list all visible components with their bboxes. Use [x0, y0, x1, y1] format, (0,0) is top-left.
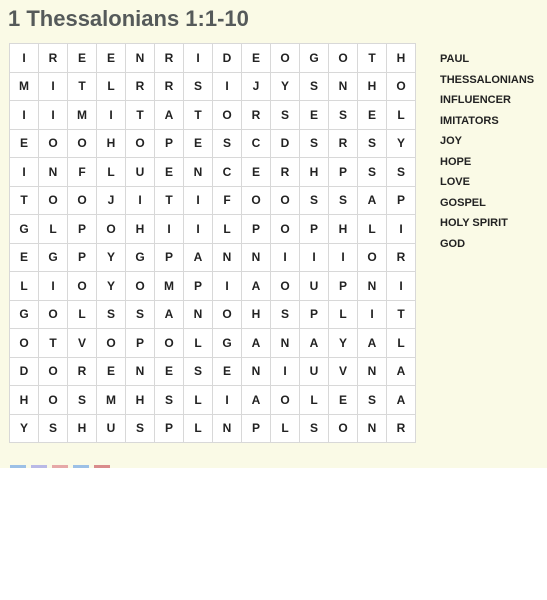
grid-cell[interactable]: I — [39, 272, 68, 301]
grid-cell[interactable]: P — [329, 158, 358, 187]
grid-cell[interactable]: A — [155, 300, 184, 329]
grid-cell[interactable]: P — [155, 414, 184, 443]
grid-cell[interactable]: U — [126, 158, 155, 187]
grid-row — [10, 243, 416, 272]
grid-cell[interactable]: O — [271, 272, 300, 301]
grid-cell[interactable]: O — [358, 243, 387, 272]
grid-cell[interactable]: O — [242, 186, 271, 215]
grid-cell[interactable]: Y — [271, 72, 300, 101]
color-swatch[interactable] — [52, 465, 68, 468]
grid-cell[interactable]: P — [387, 186, 416, 215]
grid-cell[interactable]: I — [39, 101, 68, 130]
grid-cell[interactable]: R — [387, 414, 416, 443]
grid-cell[interactable]: M — [68, 101, 97, 130]
grid-cell[interactable]: H — [242, 300, 271, 329]
grid-cell[interactable]: E — [97, 44, 126, 73]
grid-cell[interactable]: O — [126, 129, 155, 158]
grid-cell[interactable]: R — [155, 44, 184, 73]
grid-cell[interactable]: A — [184, 243, 213, 272]
word-list-item: PAUL — [440, 53, 470, 65]
grid-cell[interactable]: I — [329, 243, 358, 272]
grid-cell[interactable]: P — [68, 243, 97, 272]
grid-cell[interactable]: E — [329, 386, 358, 415]
grid-row — [10, 272, 416, 301]
grid-row — [10, 129, 416, 158]
grid-cell[interactable]: V — [329, 357, 358, 386]
grid-cell[interactable]: A — [358, 186, 387, 215]
grid-cell[interactable]: I — [213, 72, 242, 101]
grid-cell[interactable]: N — [184, 300, 213, 329]
grid-row — [10, 72, 416, 101]
grid-cell[interactable]: R — [155, 72, 184, 101]
grid-cell[interactable]: S — [329, 186, 358, 215]
word-list-item: HOPE — [440, 155, 472, 168]
grid-cell[interactable]: N — [126, 44, 155, 73]
grid-cell[interactable]: O — [97, 215, 126, 244]
grid-cell[interactable]: S — [155, 386, 184, 415]
grid-cell[interactable]: S — [300, 414, 329, 443]
grid-cell[interactable]: N — [242, 243, 271, 272]
word-list-item: GOSPEL — [440, 196, 486, 209]
grid-cell[interactable]: J — [242, 72, 271, 101]
grid-cell[interactable]: N — [39, 158, 68, 187]
grid-cell[interactable]: O — [39, 129, 68, 158]
grid-cell[interactable]: G — [10, 300, 39, 329]
grid-cell[interactable]: L — [329, 300, 358, 329]
grid-cell[interactable]: D — [271, 129, 300, 158]
grid-cell[interactable]: A — [387, 357, 416, 386]
word-list-item: THESSALONIANS — [440, 73, 535, 86]
grid-cell[interactable]: S — [358, 386, 387, 415]
grid-cell[interactable]: L — [184, 386, 213, 415]
grid-cell[interactable]: S — [271, 300, 300, 329]
grid-cell[interactable]: H — [10, 386, 39, 415]
grid-cell[interactable]: I — [387, 272, 416, 301]
grid-cell[interactable]: P — [184, 272, 213, 301]
grid-cell[interactable]: C — [213, 158, 242, 187]
grid-cell[interactable]: S — [126, 300, 155, 329]
grid-cell[interactable]: H — [97, 129, 126, 158]
grid-cell[interactable]: O — [271, 386, 300, 415]
grid-cell[interactable]: O — [329, 44, 358, 73]
grid-cell[interactable]: I — [184, 215, 213, 244]
grid-cell[interactable]: G — [126, 243, 155, 272]
grid-cell[interactable]: R — [126, 72, 155, 101]
grid-row — [10, 44, 416, 73]
grid-cell[interactable]: I — [271, 243, 300, 272]
grid-cell[interactable]: C — [242, 129, 271, 158]
grid-cell[interactable]: P — [155, 129, 184, 158]
grid-cell[interactable]: P — [126, 329, 155, 358]
grid-cell[interactable]: A — [387, 386, 416, 415]
grid-cell[interactable]: E — [68, 44, 97, 73]
grid-cell[interactable]: N — [184, 158, 213, 187]
grid-cell[interactable]: H — [300, 158, 329, 187]
grid-cell[interactable]: T — [39, 329, 68, 358]
grid-cell[interactable]: I — [10, 101, 39, 130]
grid-cell[interactable]: P — [242, 215, 271, 244]
grid-cell[interactable]: I — [10, 158, 39, 187]
grid-cell[interactable]: U — [300, 272, 329, 301]
grid-row — [10, 101, 416, 130]
grid-cell[interactable]: N — [358, 272, 387, 301]
grid-cell[interactable]: O — [97, 329, 126, 358]
grid-cell[interactable]: O — [271, 186, 300, 215]
grid-cell[interactable]: H — [329, 215, 358, 244]
grid-cell[interactable]: A — [155, 101, 184, 130]
grid-cell[interactable]: P — [242, 414, 271, 443]
grid-cell[interactable]: O — [68, 186, 97, 215]
color-swatch[interactable] — [31, 465, 47, 468]
grid-cell[interactable]: L — [10, 272, 39, 301]
grid-cell[interactable]: J — [97, 186, 126, 215]
grid-cell[interactable]: L — [213, 215, 242, 244]
grid-cell[interactable]: I — [184, 186, 213, 215]
grid-cell[interactable]: R — [39, 44, 68, 73]
grid-cell[interactable]: L — [184, 414, 213, 443]
grid-cell[interactable]: P — [155, 243, 184, 272]
grid-cell[interactable]: N — [329, 72, 358, 101]
grid-cell[interactable]: L — [68, 300, 97, 329]
grid-cell[interactable]: S — [271, 101, 300, 130]
grid-row — [10, 300, 416, 329]
grid-cell[interactable]: O — [10, 329, 39, 358]
color-swatch[interactable] — [94, 465, 110, 468]
grid-cell[interactable]: O — [39, 186, 68, 215]
grid-cell[interactable]: O — [126, 272, 155, 301]
grid-cell[interactable]: N — [271, 329, 300, 358]
grid-row — [10, 414, 416, 443]
grid-cell[interactable]: L — [387, 329, 416, 358]
grid-cell[interactable]: I — [358, 300, 387, 329]
grid-cell[interactable]: E — [300, 101, 329, 130]
grid-cell[interactable]: O — [271, 44, 300, 73]
grid-row — [10, 186, 416, 215]
grid-cell[interactable]: S — [39, 414, 68, 443]
grid-cell[interactable]: E — [10, 243, 39, 272]
grid-cell[interactable]: F — [213, 186, 242, 215]
grid-cell[interactable]: A — [242, 272, 271, 301]
grid-cell[interactable]: Y — [97, 243, 126, 272]
grid-cell[interactable]: S — [126, 414, 155, 443]
color-swatch[interactable] — [73, 465, 89, 468]
grid-cell[interactable]: O — [213, 300, 242, 329]
grid-cell[interactable]: G — [39, 243, 68, 272]
grid-cell[interactable]: I — [10, 44, 39, 73]
grid-cell[interactable]: R — [68, 357, 97, 386]
grid-cell[interactable]: R — [387, 243, 416, 272]
color-swatches — [10, 465, 110, 468]
word-list-item: INFLUENCER — [440, 94, 511, 106]
grid-cell[interactable]: S — [184, 357, 213, 386]
grid-cell[interactable]: G — [213, 329, 242, 358]
grid-cell[interactable]: L — [184, 329, 213, 358]
grid-cell[interactable]: S — [358, 158, 387, 187]
grid-cell[interactable]: M — [10, 72, 39, 101]
grid-cell[interactable]: S — [387, 158, 416, 187]
grid-cell[interactable]: O — [68, 129, 97, 158]
grid-cell[interactable]: T — [387, 300, 416, 329]
grid-cell[interactable]: E — [358, 101, 387, 130]
grid-cell[interactable]: I — [155, 215, 184, 244]
word-list-item: JOY — [440, 135, 463, 147]
grid-cell[interactable]: N — [358, 414, 387, 443]
grid-cell[interactable]: E — [242, 158, 271, 187]
grid-row — [10, 158, 416, 187]
grid-cell[interactable]: H — [126, 215, 155, 244]
grid-cell[interactable]: R — [329, 129, 358, 158]
grid-cell[interactable]: N — [213, 414, 242, 443]
grid-cell[interactable]: V — [68, 329, 97, 358]
color-swatch[interactable] — [10, 465, 26, 468]
grid-cell[interactable]: G — [300, 44, 329, 73]
word-list-item: LOVE — [440, 176, 470, 188]
grid-cell[interactable]: H — [358, 72, 387, 101]
grid-cell[interactable]: E — [213, 357, 242, 386]
grid-cell[interactable]: S — [184, 72, 213, 101]
grid-cell[interactable]: S — [213, 129, 242, 158]
grid-cell[interactable]: N — [242, 357, 271, 386]
grid-row — [10, 329, 416, 358]
grid-cell[interactable]: T — [155, 186, 184, 215]
grid-cell[interactable]: I — [387, 215, 416, 244]
grid-cell[interactable]: I — [300, 243, 329, 272]
grid-cell[interactable]: N — [126, 357, 155, 386]
grid-cell[interactable]: L — [97, 158, 126, 187]
grid-cell[interactable]: O — [39, 357, 68, 386]
grid-cell[interactable]: Y — [387, 129, 416, 158]
grid-row — [10, 215, 416, 244]
grid-cell[interactable]: O — [39, 300, 68, 329]
grid-cell[interactable]: P — [300, 215, 329, 244]
grid-cell[interactable]: L — [358, 215, 387, 244]
grid-cell[interactable]: N — [213, 243, 242, 272]
grid-cell[interactable]: T — [10, 186, 39, 215]
grid-cell[interactable]: O — [387, 72, 416, 101]
grid-cell[interactable]: L — [387, 101, 416, 130]
grid-cell[interactable]: S — [300, 72, 329, 101]
grid-cell[interactable]: R — [271, 158, 300, 187]
grid-cell[interactable]: H — [126, 386, 155, 415]
word-list-item: IMITATORS — [440, 114, 499, 127]
grid-cell[interactable]: N — [358, 357, 387, 386]
grid-cell[interactable]: Y — [329, 329, 358, 358]
grid-row — [10, 357, 416, 386]
grid-cell[interactable]: T — [358, 44, 387, 73]
grid-cell[interactable]: P — [68, 215, 97, 244]
grid-cell[interactable]: S — [300, 186, 329, 215]
grid-cell[interactable]: R — [242, 101, 271, 130]
grid-cell[interactable]: O — [213, 101, 242, 130]
word-list — [440, 49, 534, 254]
grid-cell[interactable]: O — [329, 414, 358, 443]
grid-cell[interactable]: O — [155, 329, 184, 358]
grid-cell[interactable]: E — [184, 129, 213, 158]
grid-cell[interactable]: L — [97, 72, 126, 101]
grid-cell[interactable]: I — [126, 186, 155, 215]
grid-cell[interactable]: E — [155, 158, 184, 187]
grid-cell[interactable]: O — [271, 215, 300, 244]
word-list-item: GOD — [440, 237, 466, 250]
grid-cell[interactable]: Y — [97, 272, 126, 301]
grid-cell[interactable]: F — [68, 158, 97, 187]
grid-cell[interactable]: O — [39, 386, 68, 415]
grid-cell[interactable]: H — [68, 414, 97, 443]
letter-grid — [9, 43, 416, 443]
grid-cell[interactable]: E — [10, 129, 39, 158]
grid-cell[interactable]: A — [358, 329, 387, 358]
grid-cell[interactable]: I — [39, 72, 68, 101]
grid-cell[interactable]: P — [300, 300, 329, 329]
grid-cell[interactable]: T — [126, 101, 155, 130]
puzzle-title: 1 Thessalonians 1:1-10 — [8, 6, 249, 31]
grid-cell[interactable]: P — [329, 272, 358, 301]
grid-cell[interactable]: S — [300, 129, 329, 158]
grid-cell[interactable]: A — [242, 386, 271, 415]
grid-cell[interactable]: H — [387, 44, 416, 73]
grid-cell[interactable]: I — [271, 357, 300, 386]
grid-row — [10, 386, 416, 415]
grid-cell[interactable]: L — [271, 414, 300, 443]
grid-cell[interactable]: M — [97, 386, 126, 415]
grid-cell[interactable]: I — [184, 44, 213, 73]
grid-cell[interactable]: L — [300, 386, 329, 415]
grid-cell[interactable]: E — [97, 357, 126, 386]
grid-cell[interactable]: G — [10, 215, 39, 244]
grid-cell[interactable]: Y — [10, 414, 39, 443]
grid-cell[interactable]: I — [97, 101, 126, 130]
word-list-item: HOLY SPIRIT — [440, 217, 508, 229]
grid-cell[interactable]: S — [97, 300, 126, 329]
grid-cell[interactable]: O — [68, 272, 97, 301]
grid-cell[interactable]: T — [68, 72, 97, 101]
grid-cell[interactable]: I — [213, 272, 242, 301]
grid-cell[interactable]: U — [300, 357, 329, 386]
grid-cell[interactable]: E — [242, 44, 271, 73]
grid-cell[interactable]: A — [300, 329, 329, 358]
grid-cell[interactable]: A — [242, 329, 271, 358]
grid-cell[interactable]: E — [155, 357, 184, 386]
grid-cell[interactable]: S — [358, 129, 387, 158]
grid-cell[interactable]: S — [68, 386, 97, 415]
grid-cell[interactable]: U — [97, 414, 126, 443]
grid-cell[interactable]: T — [184, 101, 213, 130]
grid-cell[interactable]: D — [213, 44, 242, 73]
grid-cell[interactable]: L — [39, 215, 68, 244]
grid-cell[interactable]: D — [10, 357, 39, 386]
grid-cell[interactable]: I — [213, 386, 242, 415]
grid-cell[interactable]: M — [155, 272, 184, 301]
grid-cell[interactable]: S — [329, 101, 358, 130]
